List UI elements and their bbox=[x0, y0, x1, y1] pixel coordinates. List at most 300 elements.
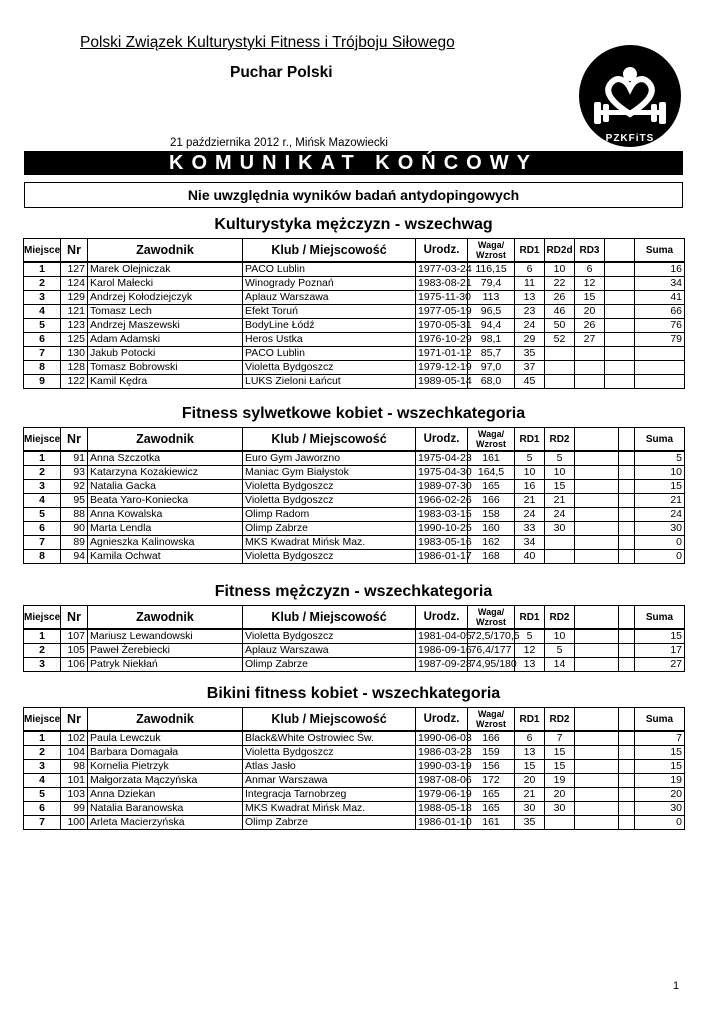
table-row bbox=[24, 333, 685, 347]
cell-rd1: 13 bbox=[515, 291, 545, 305]
cell-total: 5 bbox=[635, 451, 685, 466]
cell-place: 2 bbox=[24, 277, 61, 291]
cell-number: 103 bbox=[61, 788, 88, 802]
cell-rd1: 20 bbox=[515, 774, 545, 788]
cell-place: 6 bbox=[24, 802, 61, 816]
cell-birth-date: 1990-03-19 bbox=[416, 760, 468, 774]
cell-place: 1 bbox=[24, 629, 61, 644]
cell-place: 8 bbox=[24, 550, 61, 564]
results-table-bodybuilding bbox=[23, 238, 685, 389]
cell-empty bbox=[619, 550, 635, 564]
cell-rd1: 34 bbox=[515, 536, 545, 550]
table-header-row bbox=[24, 428, 685, 452]
cell-rd1: 16 bbox=[515, 480, 545, 494]
cell-place: 4 bbox=[24, 305, 61, 319]
cell-empty bbox=[619, 451, 635, 466]
cell-number: 107 bbox=[61, 629, 88, 644]
cell-weight-height: 172 bbox=[468, 774, 515, 788]
col-rd2: RD2 bbox=[545, 428, 575, 452]
cell-rd2: 22 bbox=[545, 277, 575, 291]
cell-number: 123 bbox=[61, 319, 88, 333]
cell-total: 15 bbox=[635, 629, 685, 644]
cell-total: 76 bbox=[635, 319, 685, 333]
col-nr: Nr bbox=[61, 708, 88, 732]
col-klub: Klub / Miejscowość bbox=[243, 428, 416, 452]
cell-weight-height: 116,15 bbox=[468, 262, 515, 277]
col-zawodnik: Zawodnik bbox=[88, 708, 243, 732]
cell-rd3 bbox=[575, 451, 619, 466]
cell-number: 93 bbox=[61, 466, 88, 480]
cell-total: 7 bbox=[635, 731, 685, 746]
cell-rd1: 15 bbox=[515, 760, 545, 774]
table-row bbox=[24, 375, 685, 389]
cell-rd1: 6 bbox=[515, 731, 545, 746]
cell-number: 91 bbox=[61, 451, 88, 466]
table-row bbox=[24, 522, 685, 536]
cell-total: 15 bbox=[635, 760, 685, 774]
cell-place: 3 bbox=[24, 291, 61, 305]
cell-rd3 bbox=[575, 375, 605, 389]
cell-weight-height: 158 bbox=[468, 508, 515, 522]
cell-athlete: Marek Olejniczak bbox=[88, 262, 243, 277]
cell-rd1: 23 bbox=[515, 305, 545, 319]
cell-athlete: Paula Lewczuk bbox=[88, 731, 243, 746]
table-row bbox=[24, 262, 685, 277]
cell-athlete: Patryk Niekłań bbox=[88, 658, 243, 672]
col-waga-wzrost: Waga/ Wzrost bbox=[468, 606, 515, 630]
federation-name: Polski Związek Kulturystyki Fitness i Trójboju Siłowego bbox=[80, 34, 455, 51]
cell-rd2: 24 bbox=[545, 508, 575, 522]
cell-club: Violetta Bydgoszcz bbox=[243, 746, 416, 760]
col-miejsce: Miejsce bbox=[24, 428, 61, 452]
cell-rd3 bbox=[575, 802, 619, 816]
cell-athlete: Andrzej Maszewski bbox=[88, 319, 243, 333]
cell-total: 15 bbox=[635, 480, 685, 494]
cell-club: Atlas Jasło bbox=[243, 760, 416, 774]
section-title-bikini-fitness: Bikini fitness kobiet - wszechkategoria bbox=[206, 685, 501, 702]
cell-weight-height: 94,4 bbox=[468, 319, 515, 333]
cell-club: MKS Kwadrat Mińsk Maz. bbox=[243, 536, 416, 550]
cell-rd1: 13 bbox=[515, 658, 545, 672]
col-rd1: RD1 bbox=[515, 239, 545, 263]
cell-empty bbox=[619, 746, 635, 760]
cell-weight-height: 165 bbox=[468, 480, 515, 494]
cell-weight-height: 168 bbox=[468, 550, 515, 564]
logo-text: PZKFiTS bbox=[605, 133, 655, 144]
cell-place: 3 bbox=[24, 658, 61, 672]
col-suma: Suma bbox=[635, 708, 685, 732]
cell-total: 19 bbox=[635, 774, 685, 788]
cell-club: Aplauz Warszawa bbox=[243, 291, 416, 305]
cell-weight-height: 68,0 bbox=[468, 375, 515, 389]
cell-rd3 bbox=[575, 731, 619, 746]
cell-total: 16 bbox=[635, 262, 685, 277]
cell-weight-height: 96,5 bbox=[468, 305, 515, 319]
cell-number: 104 bbox=[61, 746, 88, 760]
cell-rd1: 33 bbox=[515, 522, 545, 536]
cell-empty bbox=[619, 788, 635, 802]
cell-empty bbox=[605, 375, 635, 389]
cell-weight-height: 162 bbox=[468, 536, 515, 550]
cell-rd3: 26 bbox=[575, 319, 605, 333]
cell-rd3 bbox=[575, 816, 619, 830]
cell-club: Integracja Tarnobrzeg bbox=[243, 788, 416, 802]
col-suma: Suma bbox=[635, 428, 685, 452]
table-row bbox=[24, 347, 685, 361]
table-row bbox=[24, 305, 685, 319]
cell-rd2: 46 bbox=[545, 305, 575, 319]
cell-rd1: 12 bbox=[515, 644, 545, 658]
cell-empty bbox=[619, 816, 635, 830]
col-rd2d: RD2d bbox=[545, 239, 575, 263]
table-row bbox=[24, 466, 685, 480]
col-klub: Klub / Miejscowość bbox=[243, 239, 416, 263]
cell-place: 1 bbox=[24, 262, 61, 277]
cell-total: 79 bbox=[635, 333, 685, 347]
cell-birth-date: 1987-08-06 bbox=[416, 774, 468, 788]
cell-club: Euro Gym Jaworzno bbox=[243, 451, 416, 466]
cell-birth-date: 1977-03-24 bbox=[416, 262, 468, 277]
cell-total: 15 bbox=[635, 746, 685, 760]
col-zawodnik: Zawodnik bbox=[88, 239, 243, 263]
cell-rd2 bbox=[545, 347, 575, 361]
cell-rd2: 21 bbox=[545, 494, 575, 508]
cell-weight-height: 164,5 bbox=[468, 466, 515, 480]
table-row bbox=[24, 802, 685, 816]
cell-empty bbox=[605, 277, 635, 291]
cell-rd2: 15 bbox=[545, 760, 575, 774]
cell-weight-height: 165 bbox=[468, 802, 515, 816]
cell-empty bbox=[605, 319, 635, 333]
cell-rd2: 15 bbox=[545, 480, 575, 494]
cell-club: BodyLine Łódź bbox=[243, 319, 416, 333]
cell-total: 20 bbox=[635, 788, 685, 802]
cell-athlete: Marta Lendla bbox=[88, 522, 243, 536]
table-row bbox=[24, 361, 685, 375]
table-row bbox=[24, 760, 685, 774]
cell-weight-height: 76,4/177 bbox=[468, 644, 515, 658]
section-title-bodybuilding: Kulturystyka mężczyzn - wszechwag bbox=[214, 216, 493, 233]
col-rd2: RD2 bbox=[545, 708, 575, 732]
cell-club: Aplauz Warszawa bbox=[243, 644, 416, 658]
cell-place: 6 bbox=[24, 522, 61, 536]
cell-club: Violetta Bydgoszcz bbox=[243, 629, 416, 644]
cell-rd2: 5 bbox=[545, 644, 575, 658]
cell-number: 129 bbox=[61, 291, 88, 305]
cell-weight-height: 160 bbox=[468, 522, 515, 536]
cell-athlete: Paweł Żerebiecki bbox=[88, 644, 243, 658]
cell-rd1: 24 bbox=[515, 319, 545, 333]
cell-athlete: Adam Adamski bbox=[88, 333, 243, 347]
cell-weight-height: 85,7 bbox=[468, 347, 515, 361]
cell-place: 5 bbox=[24, 788, 61, 802]
col-empty bbox=[619, 708, 635, 732]
cell-rd2: 30 bbox=[545, 802, 575, 816]
cell-club: Maniac Gym Białystok bbox=[243, 466, 416, 480]
cell-total: 41 bbox=[635, 291, 685, 305]
cell-rd3: 20 bbox=[575, 305, 605, 319]
col-rd2: RD2 bbox=[545, 606, 575, 630]
event-name: Puchar Polski bbox=[230, 64, 333, 81]
cell-number: 121 bbox=[61, 305, 88, 319]
cell-weight-height: 159 bbox=[468, 746, 515, 760]
cell-rd3: 15 bbox=[575, 291, 605, 305]
cell-rd3 bbox=[575, 508, 619, 522]
cell-weight-height: 156 bbox=[468, 760, 515, 774]
cell-club: Olimp Zabrze bbox=[243, 816, 416, 830]
cell-athlete: Kamila Ochwat bbox=[88, 550, 243, 564]
table-row bbox=[24, 816, 685, 830]
cell-rd3 bbox=[575, 361, 605, 375]
col-waga-wzrost: Waga/ Wzrost bbox=[468, 708, 515, 732]
cell-total: 0 bbox=[635, 816, 685, 830]
cell-rd2: 5 bbox=[545, 451, 575, 466]
col-nr: Nr bbox=[61, 428, 88, 452]
results-table-women-fitness bbox=[23, 427, 685, 564]
cell-place: 6 bbox=[24, 333, 61, 347]
cell-club: Olimp Zabrze bbox=[243, 522, 416, 536]
col-rd3: RD3 bbox=[575, 239, 605, 263]
final-communique-banner: KOMUNIKAT KOŃCOWY bbox=[24, 151, 683, 175]
col-nr: Nr bbox=[61, 606, 88, 630]
table-row bbox=[24, 277, 685, 291]
cell-place: 7 bbox=[24, 536, 61, 550]
cell-athlete: Agnieszka Kalinowska bbox=[88, 536, 243, 550]
cell-athlete: Tomasz Bobrowski bbox=[88, 361, 243, 375]
cell-rd1: 5 bbox=[515, 451, 545, 466]
cell-empty bbox=[619, 658, 635, 672]
table-row bbox=[24, 788, 685, 802]
cell-rd3 bbox=[575, 644, 619, 658]
cell-total bbox=[635, 361, 685, 375]
cell-birth-date: 1986-09-16 bbox=[416, 644, 468, 658]
cell-total: 30 bbox=[635, 802, 685, 816]
cell-place: 1 bbox=[24, 451, 61, 466]
cell-weight-height: 166 bbox=[468, 494, 515, 508]
table-row bbox=[24, 319, 685, 333]
cell-total bbox=[635, 347, 685, 361]
cell-rd3 bbox=[575, 774, 619, 788]
cell-rd1: 29 bbox=[515, 333, 545, 347]
col-zawodnik: Zawodnik bbox=[88, 428, 243, 452]
cell-athlete: Jakub Potocki bbox=[88, 347, 243, 361]
cell-rd2 bbox=[545, 536, 575, 550]
table-row bbox=[24, 508, 685, 522]
cell-number: 106 bbox=[61, 658, 88, 672]
cell-rd1: 35 bbox=[515, 816, 545, 830]
cell-rd2: 50 bbox=[545, 319, 575, 333]
col-empty bbox=[619, 606, 635, 630]
cell-empty bbox=[619, 536, 635, 550]
cell-birth-date: 1975-04-30 bbox=[416, 466, 468, 480]
cell-birth-date: 1986-01-10 bbox=[416, 816, 468, 830]
table-row bbox=[24, 451, 685, 466]
table-row bbox=[24, 731, 685, 746]
cell-number: 98 bbox=[61, 760, 88, 774]
cell-place: 8 bbox=[24, 361, 61, 375]
cell-place: 2 bbox=[24, 746, 61, 760]
cell-weight-height: 74,95/180 bbox=[468, 658, 515, 672]
cell-birth-date: 1979-06-19 bbox=[416, 788, 468, 802]
cell-weight-height: 98,1 bbox=[468, 333, 515, 347]
cell-rd3: 6 bbox=[575, 262, 605, 277]
cell-number: 130 bbox=[61, 347, 88, 361]
table-row bbox=[24, 536, 685, 550]
cell-rd3 bbox=[575, 629, 619, 644]
cell-rd2: 10 bbox=[545, 629, 575, 644]
cell-rd2: 20 bbox=[545, 788, 575, 802]
cell-number: 90 bbox=[61, 522, 88, 536]
table-header-row bbox=[24, 606, 685, 630]
cell-athlete: Andrzej Kołodziejczyk bbox=[88, 291, 243, 305]
cell-rd3 bbox=[575, 536, 619, 550]
col-urodz: Urodz. bbox=[416, 606, 468, 630]
col-rd1: RD1 bbox=[515, 428, 545, 452]
cell-athlete: Karol Małecki bbox=[88, 277, 243, 291]
cell-total: 21 bbox=[635, 494, 685, 508]
cell-birth-date: 1976-10-29 bbox=[416, 333, 468, 347]
cell-number: 94 bbox=[61, 550, 88, 564]
cell-empty bbox=[619, 466, 635, 480]
table-header-row bbox=[24, 708, 685, 732]
col-zawodnik: Zawodnik bbox=[88, 606, 243, 630]
cell-rd2: 10 bbox=[545, 466, 575, 480]
col-empty bbox=[575, 606, 619, 630]
cell-number: 124 bbox=[61, 277, 88, 291]
cell-rd2: 7 bbox=[545, 731, 575, 746]
cell-birth-date: 1981-04-05 bbox=[416, 629, 468, 644]
cell-rd3 bbox=[575, 788, 619, 802]
cell-club: Olimp Radom bbox=[243, 508, 416, 522]
cell-rd1: 21 bbox=[515, 788, 545, 802]
cell-total: 27 bbox=[635, 658, 685, 672]
cell-number: 99 bbox=[61, 802, 88, 816]
cell-birth-date: 1975-11-30 bbox=[416, 291, 468, 305]
cell-place: 5 bbox=[24, 319, 61, 333]
cell-total: 30 bbox=[635, 522, 685, 536]
cell-number: 122 bbox=[61, 375, 88, 389]
table-body bbox=[24, 731, 685, 830]
cell-athlete: Kamil Kędra bbox=[88, 375, 243, 389]
cell-place: 5 bbox=[24, 508, 61, 522]
cell-weight-height: 79,4 bbox=[468, 277, 515, 291]
cell-athlete: Anna Kowalska bbox=[88, 508, 243, 522]
table-header-row bbox=[24, 239, 685, 263]
results-table-bikini-fitness bbox=[23, 707, 685, 830]
cell-empty bbox=[619, 760, 635, 774]
cell-birth-date: 1989-05-14 bbox=[416, 375, 468, 389]
col-waga-wzrost: Waga/ Wzrost bbox=[468, 239, 515, 263]
cell-number: 102 bbox=[61, 731, 88, 746]
cell-rd1: 13 bbox=[515, 746, 545, 760]
cell-rd1: 5 bbox=[515, 629, 545, 644]
col-waga-wzrost: Waga/ Wzrost bbox=[468, 428, 515, 452]
cell-number: 92 bbox=[61, 480, 88, 494]
cell-birth-date: 1975-04-23 bbox=[416, 451, 468, 466]
cell-athlete: Natalia Gacka bbox=[88, 480, 243, 494]
cell-rd2 bbox=[545, 375, 575, 389]
cell-empty bbox=[605, 291, 635, 305]
cell-empty bbox=[605, 347, 635, 361]
page-number: 1 bbox=[673, 980, 680, 992]
table-row bbox=[24, 494, 685, 508]
cell-empty bbox=[619, 802, 635, 816]
cell-rd2: 26 bbox=[545, 291, 575, 305]
cell-empty bbox=[619, 522, 635, 536]
cell-athlete: Anna Szczotka bbox=[88, 451, 243, 466]
cell-birth-date: 1986-03-23 bbox=[416, 746, 468, 760]
cell-club: Heros Ustka bbox=[243, 333, 416, 347]
cell-club: Violetta Bydgoszcz bbox=[243, 494, 416, 508]
cell-birth-date: 1966-02-26 bbox=[416, 494, 468, 508]
cell-place: 2 bbox=[24, 644, 61, 658]
cell-birth-date: 1983-03-15 bbox=[416, 508, 468, 522]
cell-total: 34 bbox=[635, 277, 685, 291]
col-empty bbox=[619, 428, 635, 452]
cell-weight-height: 166 bbox=[468, 731, 515, 746]
cell-empty bbox=[619, 480, 635, 494]
cell-club: Black&White Ostrowiec Św. bbox=[243, 731, 416, 746]
cell-rd3 bbox=[575, 658, 619, 672]
col-miejsce: Miejsce bbox=[24, 708, 61, 732]
cell-rd2: 52 bbox=[545, 333, 575, 347]
cell-rd1: 21 bbox=[515, 494, 545, 508]
cell-club: Violetta Bydgoszcz bbox=[243, 550, 416, 564]
cell-athlete: Arleta Macierzyńska bbox=[88, 816, 243, 830]
cell-birth-date: 1988-05-18 bbox=[416, 802, 468, 816]
cell-athlete: Małgorzata Mączyńska bbox=[88, 774, 243, 788]
col-empty bbox=[575, 708, 619, 732]
section-title-women-fitness: Fitness sylwetkowe kobiet - wszechkategoria bbox=[181, 405, 526, 422]
cell-number: 95 bbox=[61, 494, 88, 508]
cell-club: PACO Lublin bbox=[243, 347, 416, 361]
pzkfits-logo bbox=[578, 44, 682, 148]
cell-birth-date: 1983-05-16 bbox=[416, 536, 468, 550]
cell-total: 10 bbox=[635, 466, 685, 480]
cell-weight-height: 113 bbox=[468, 291, 515, 305]
cell-rd3 bbox=[575, 480, 619, 494]
cell-rd2 bbox=[545, 550, 575, 564]
table-body bbox=[24, 451, 685, 564]
cell-empty bbox=[619, 644, 635, 658]
cell-rd3: 12 bbox=[575, 277, 605, 291]
cell-empty bbox=[619, 774, 635, 788]
table-row bbox=[24, 629, 685, 644]
cell-place: 7 bbox=[24, 816, 61, 830]
cell-total bbox=[635, 375, 685, 389]
col-rd1: RD1 bbox=[515, 708, 545, 732]
cell-place: 1 bbox=[24, 731, 61, 746]
cell-birth-date: 1987-09-28 bbox=[416, 658, 468, 672]
cell-place: 9 bbox=[24, 375, 61, 389]
table-body bbox=[24, 629, 685, 672]
cell-rd1: 40 bbox=[515, 550, 545, 564]
cell-rd1: 45 bbox=[515, 375, 545, 389]
cell-place: 3 bbox=[24, 480, 61, 494]
cell-number: 100 bbox=[61, 816, 88, 830]
cell-athlete: Mariusz Lewandowski bbox=[88, 629, 243, 644]
cell-birth-date: 1990-06-03 bbox=[416, 731, 468, 746]
cell-weight-height: 161 bbox=[468, 816, 515, 830]
cell-rd3 bbox=[575, 466, 619, 480]
col-miejsce: Miejsce bbox=[24, 239, 61, 263]
cell-rd1: 10 bbox=[515, 466, 545, 480]
cell-athlete: Tomasz Lech bbox=[88, 305, 243, 319]
col-nr: Nr bbox=[61, 239, 88, 263]
cell-number: 128 bbox=[61, 361, 88, 375]
cell-empty bbox=[619, 508, 635, 522]
col-klub: Klub / Miejscowość bbox=[243, 708, 416, 732]
